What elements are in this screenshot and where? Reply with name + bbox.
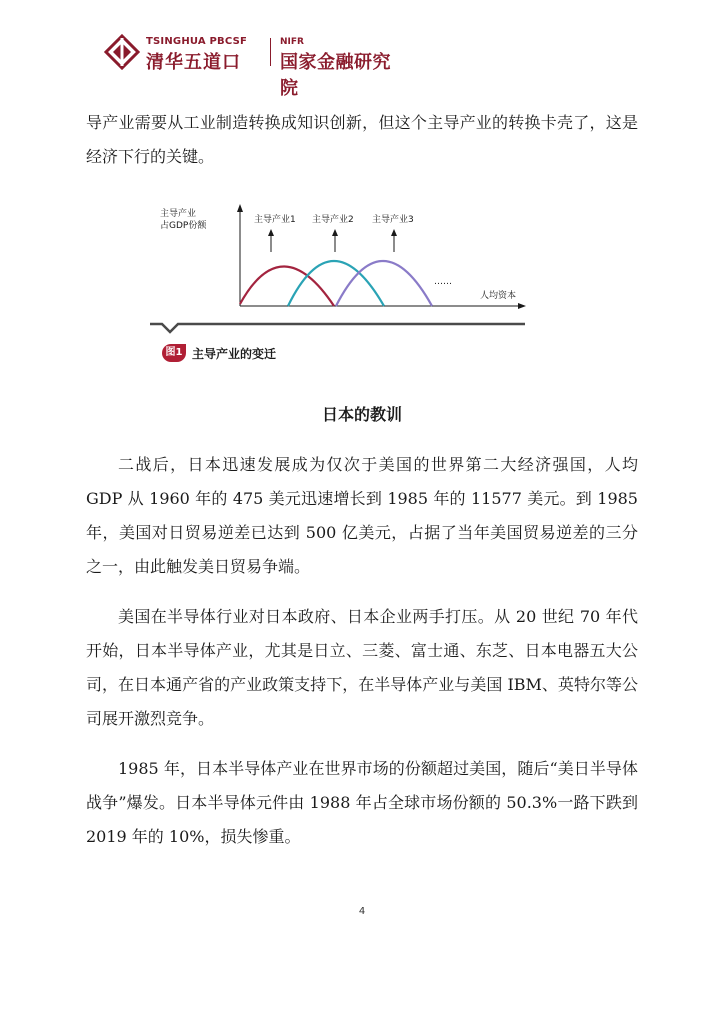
up-arrow-icon [391, 229, 397, 252]
header-divider [270, 38, 271, 66]
nifr-english: NIFR [280, 37, 304, 47]
y-axis-arrow-icon [237, 204, 243, 212]
paragraph-1: 二战后，日本迅速发展成为仅次于美国的世界第二大经济强国，人均 GDP 从 1960 年的 475 美元迅速增长到 1985 年的 11577 美元。到 1985 年，美国对日贸易逆差已达到 500 亿美元，占据了当年美国贸易逆差的三分之一，由此触发美日贸易争端。 [86, 455, 638, 576]
industry-curve-1 [240, 266, 334, 306]
section-title: 日本的教训 [321, 405, 402, 424]
figure-caption: 主导产业的变迁 [192, 347, 277, 361]
up-arrow-icon [268, 229, 274, 252]
industry-label-1: 主导产业1 [254, 215, 296, 225]
y-axis-label-line2: 占GDP份额 [160, 221, 207, 231]
figure-rule [150, 324, 525, 332]
x-axis-arrow-icon [518, 303, 526, 309]
industry-curve-3 [336, 261, 432, 306]
y-axis-label-line1: 主导产业 [160, 209, 197, 219]
paragraph-3: 1985 年，日本半导体产业在世界市场的份额超过美国，随后“美日半导体战争”爆发。日本半导体元件由 1988 年占全球市场份额的 50.3%一路下跌到 2019 年的 10%，损失惨重。 [86, 759, 638, 846]
up-arrow-icon [332, 229, 338, 252]
continuation-ellipsis: …… [434, 277, 452, 287]
industry-label-2: 主导产业2 [312, 215, 354, 225]
industry-label-3: 主导产业3 [372, 215, 414, 225]
paragraph-2: 美国在半导体行业对日本政府、日本企业两手打压。从 20 世纪 70 年代开始，日本半导体产业，尤其是日立、三菱、富士通、东芝、日本电器五大公司，在日本通产省的产业政策支持下，在半导体产业与美国 IBM、英特尔等公司展开激烈竞争。 [86, 607, 638, 728]
nifr-chinese: 国家金融研究院 [280, 52, 391, 99]
brand-english: TSINGHUA PBCSF [146, 36, 248, 47]
page-number: 4 [358, 906, 366, 917]
figure-number-badge: 图1 [162, 344, 186, 362]
brand-chinese: 清华五道口 [146, 52, 241, 73]
intro-paragraph: 导产业需要从工业制造转换成知识创新，但这个主导产业的转换卡壳了，这是经济下行的关键。 [86, 113, 638, 166]
industry-curve-2 [288, 261, 384, 306]
tsinghua-logo-icon [104, 34, 140, 70]
page-header [104, 34, 404, 99]
x-axis-label: 人均资本 [480, 291, 517, 301]
